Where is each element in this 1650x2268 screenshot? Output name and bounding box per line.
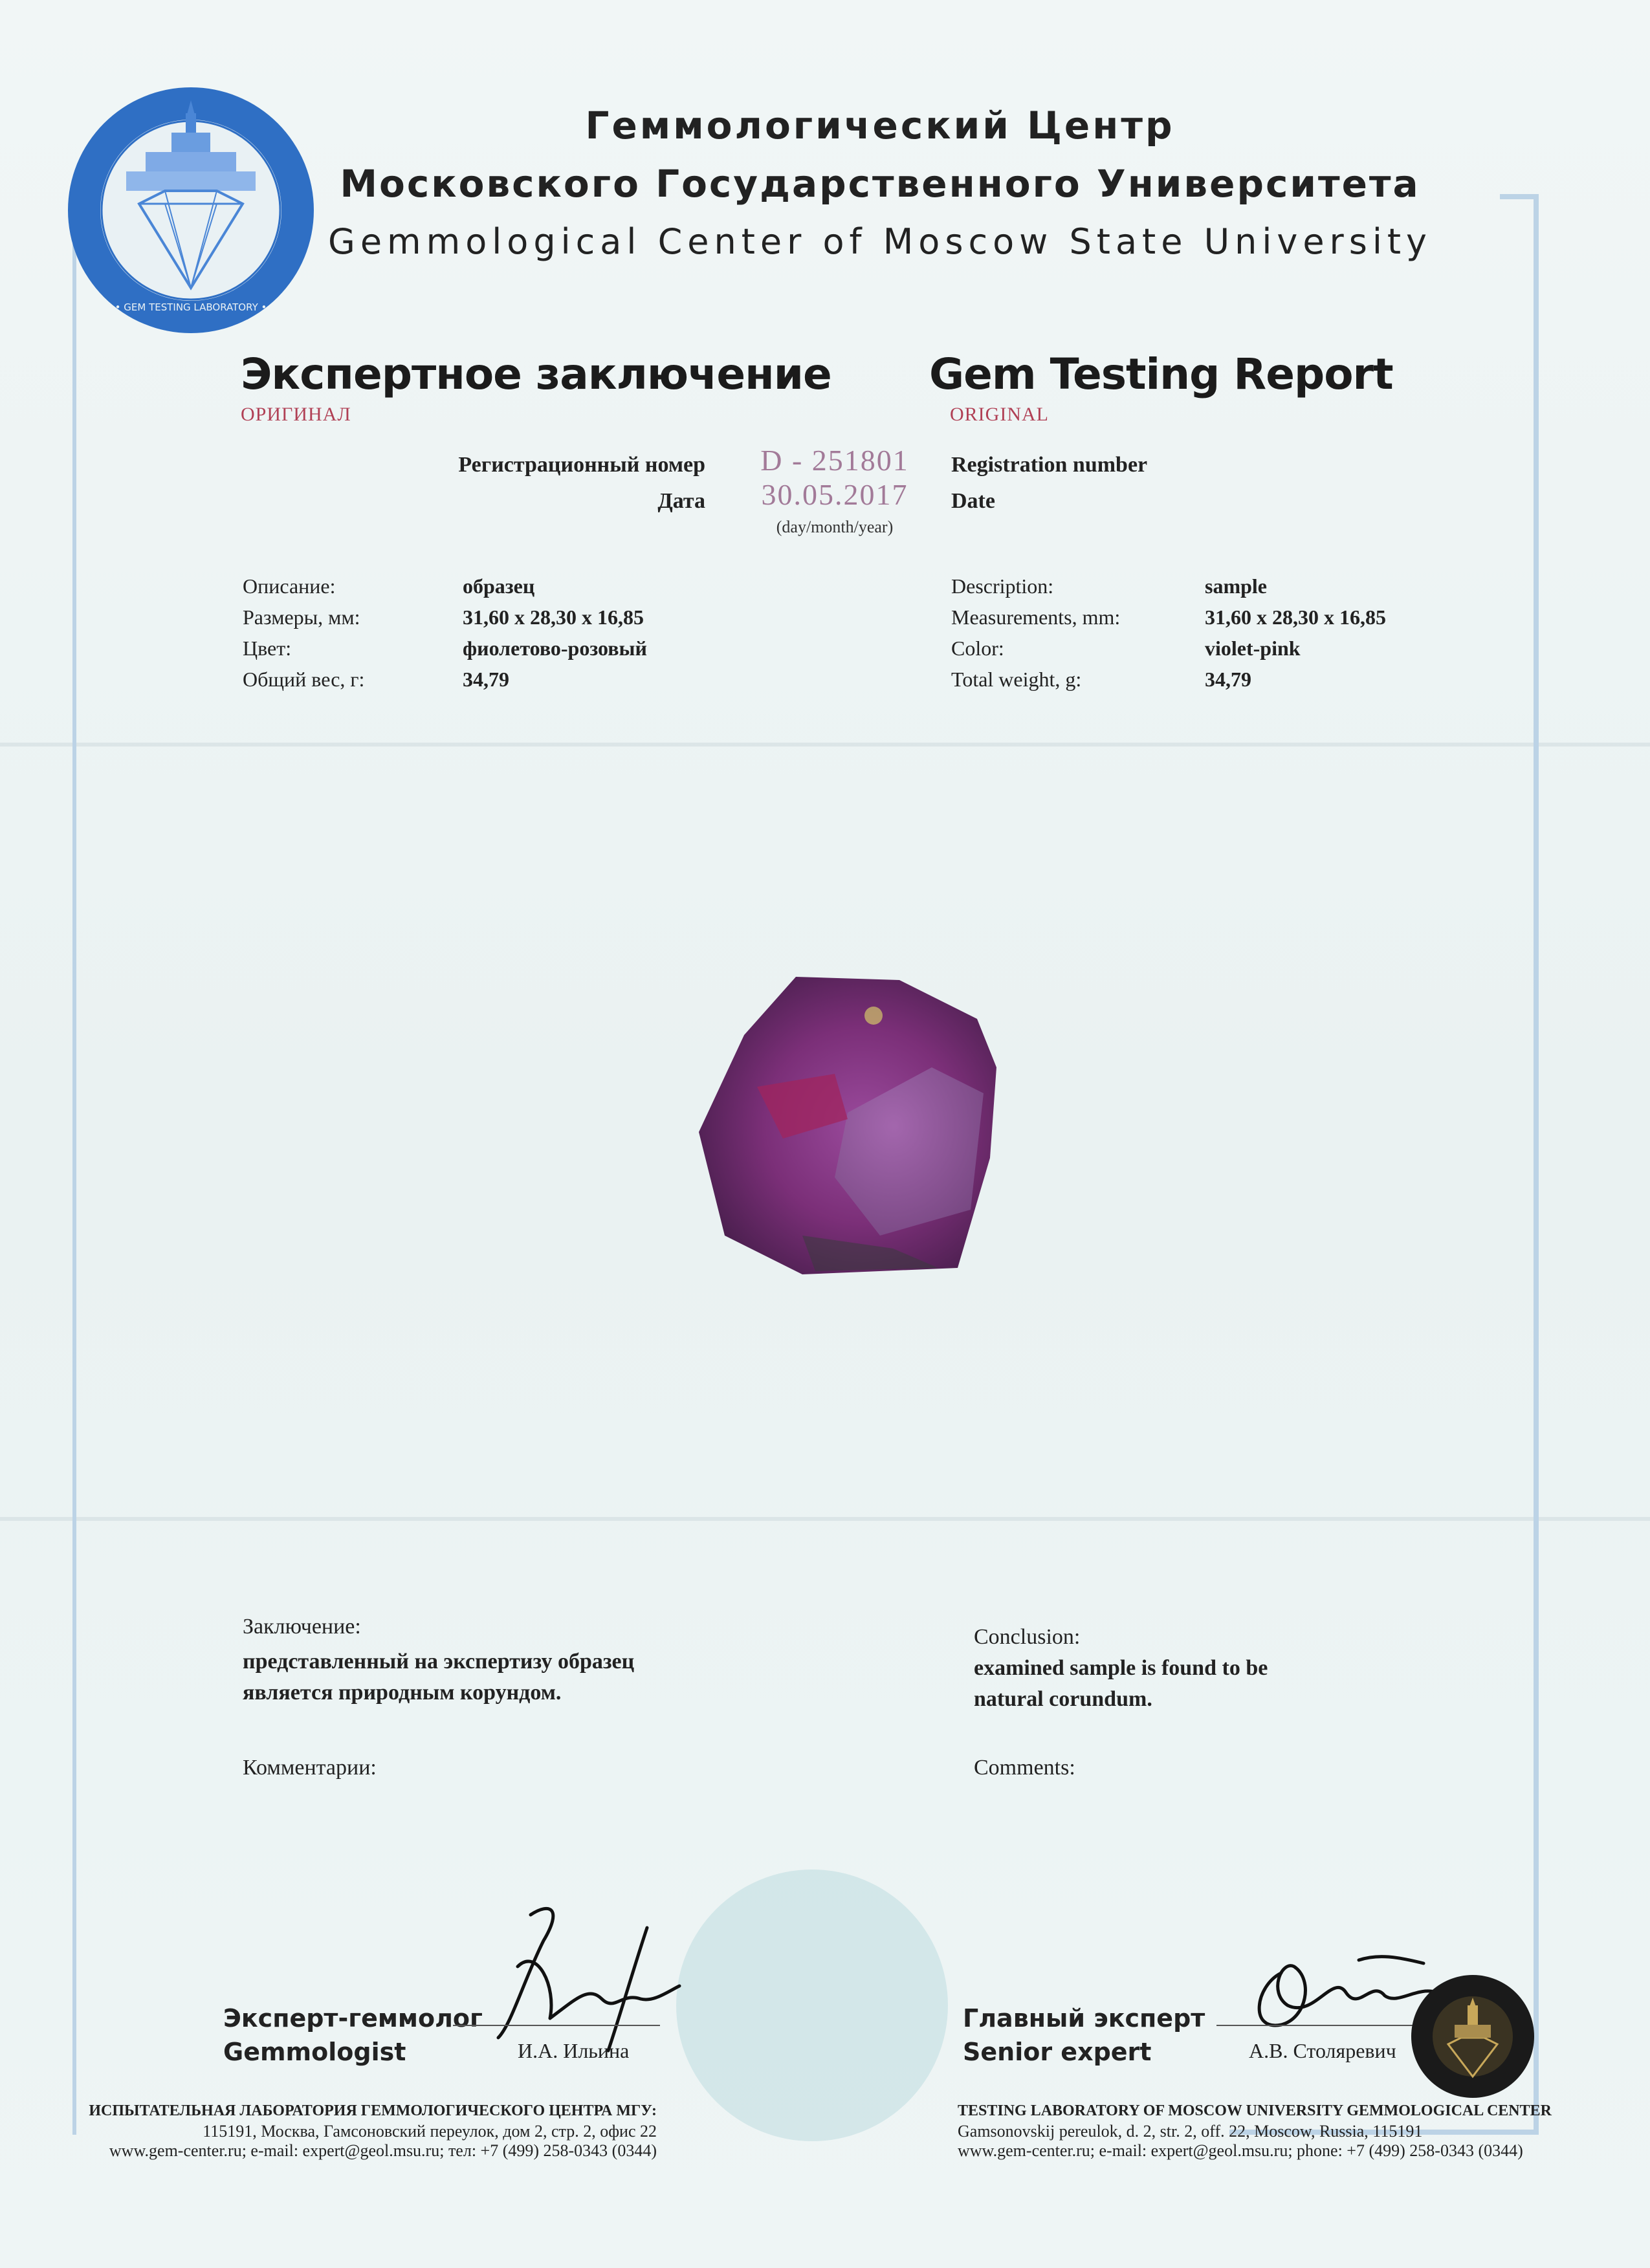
conclusion-label-ru: Заключение: bbox=[243, 1615, 361, 1639]
conclusion-text-en-line1: examined sample is found to be bbox=[974, 1656, 1268, 1680]
conclusion-text-ru-line2: является природным корундом. bbox=[243, 1681, 562, 1705]
corundum-stone-image bbox=[686, 964, 1022, 1287]
svg-text:• GEM TESTING LABORATORY •: • GEM TESTING LABORATORY • bbox=[115, 301, 267, 313]
weight-value-en: 34,79 bbox=[1205, 668, 1251, 691]
weight-label-ru: Общий вес, г: bbox=[243, 668, 365, 691]
size-value-ru: 31,60 x 28,30 x 16,85 bbox=[463, 605, 644, 629]
color-label-ru: Цвет: bbox=[243, 637, 292, 660]
color-label-en: Color: bbox=[951, 637, 1004, 660]
footer-en-line1: TESTING LABORATORY OF MOSCOW UNIVERSITY GEMMOLOGICAL CENTER bbox=[958, 2102, 1552, 2119]
black-seal-icon bbox=[1409, 1973, 1536, 2100]
frame-right bbox=[1534, 194, 1539, 2135]
color-value-en: violet-pink bbox=[1205, 637, 1301, 660]
color-value-ru: фиолетово-розовый bbox=[463, 637, 647, 660]
footer-en-line3: www.gem-center.ru; e-mail: expert@geol.msu.ru; phone: +7 (499) 258-0343 (0344) bbox=[958, 2141, 1523, 2160]
size-label-en: Measurements, mm: bbox=[951, 605, 1121, 629]
desc-value-ru: образец bbox=[463, 574, 535, 598]
right-signature-line bbox=[1216, 2025, 1424, 2026]
conclusion-label-en: Conclusion: bbox=[974, 1625, 1081, 1649]
gemmologist-title-ru: Эксперт-геммолог bbox=[223, 2004, 483, 2033]
senior-expert-title-ru: Главный эксперт bbox=[963, 2004, 1205, 2033]
header-ru-line2: Московского Государственного Университета bbox=[340, 162, 1420, 206]
signature-left-icon bbox=[453, 1889, 712, 2057]
frame-left bbox=[72, 220, 76, 2135]
reg-label-ru: Регистрационный номер bbox=[458, 453, 705, 477]
original-label-ru: ОРИГИНАЛ bbox=[241, 404, 351, 425]
senior-expert-name: А.В. Столяревич bbox=[1249, 2039, 1396, 2062]
gemstone-photo bbox=[686, 964, 1022, 1287]
reg-label-en: Registration number bbox=[951, 453, 1148, 477]
footer-ru-line2: 115191, Москва, Гамсоновский переулок, дом 2, стр. 2, офис 22 bbox=[203, 2122, 657, 2141]
weight-label-en: Total weight, g: bbox=[951, 668, 1082, 691]
date-label-en: Date bbox=[951, 489, 995, 513]
size-label-ru: Размеры, мм: bbox=[243, 605, 360, 629]
left-signature-line bbox=[453, 2025, 660, 2026]
fold-line-lower bbox=[0, 1517, 1650, 1521]
date-format-hint: (day/month/year) bbox=[776, 518, 894, 536]
footer-ru-line3: www.gem-center.ru; e-mail: expert@geol.msu.ru; тел: +7 (499) 258-0343 (0344) bbox=[109, 2141, 657, 2160]
header-en-line: Gemmological Center of Moscow State University bbox=[327, 221, 1433, 262]
header-ru-line1: Геммологический Центр bbox=[585, 104, 1175, 147]
footer-ru-line1: ИСПЫТАТЕЛЬНАЯ ЛАБОРАТОРИЯ ГЕММОЛОГИЧЕСКОГО ЦЕНТРА МГУ: bbox=[89, 2102, 657, 2119]
gemmologist-signature bbox=[453, 1889, 712, 2057]
date-label-ru: Дата bbox=[657, 489, 705, 513]
size-value-en: 31,60 x 28,30 x 16,85 bbox=[1205, 605, 1386, 629]
gemmologist-name: И.А. Ильина bbox=[518, 2039, 630, 2062]
embossed-seal-watermark bbox=[676, 1870, 948, 2141]
footer-en-line2: Gamsonovskij pereulok, d. 2, str. 2, off. 22, Moscow, Russia, 115191 bbox=[958, 2122, 1423, 2141]
conclusion-text-ru-line1: представленный на экспертизу образец bbox=[243, 1650, 635, 1674]
conclusion-text-en-line2: natural corundum. bbox=[974, 1687, 1152, 1711]
report-title-ru: Экспертное заключение bbox=[241, 349, 831, 399]
weight-value-ru: 34,79 bbox=[463, 668, 509, 691]
report-title-en: Gem Testing Report bbox=[929, 349, 1393, 399]
desc-value-en: sample bbox=[1205, 574, 1267, 598]
date-value: 30.05.2017 bbox=[761, 478, 908, 511]
original-label-en: ORIGINAL bbox=[950, 404, 1049, 425]
senior-expert-seal bbox=[1409, 1973, 1536, 2100]
fold-line-upper bbox=[0, 743, 1650, 747]
gemmologist-title-en: Gemmologist bbox=[223, 2038, 406, 2066]
desc-label-en: Description: bbox=[951, 574, 1054, 598]
registration-number: D - 251801 bbox=[760, 444, 909, 477]
comments-label-en: Comments: bbox=[974, 1756, 1075, 1780]
senior-expert-title-en: Senior expert bbox=[963, 2038, 1152, 2066]
comments-label-ru: Комментарии: bbox=[243, 1756, 377, 1780]
desc-label-ru: Описание: bbox=[243, 574, 336, 598]
